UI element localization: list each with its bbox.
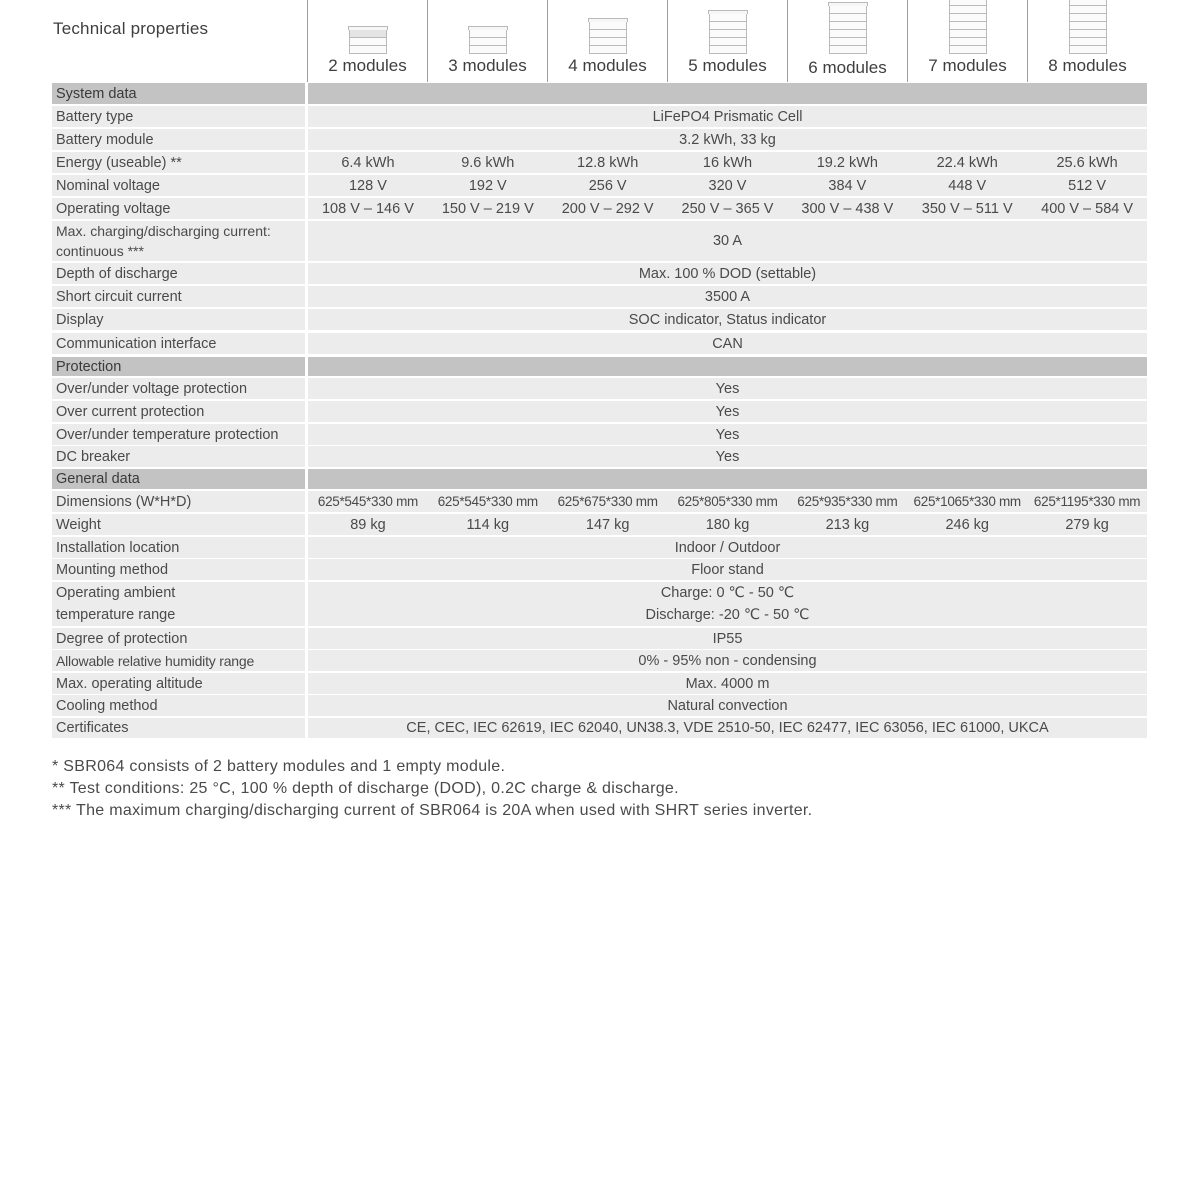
row-value: 150 V – 219 V	[441, 200, 534, 217]
row-value: 3.2 kWh, 33 kg	[679, 131, 776, 148]
row-value: 320 V	[708, 177, 747, 194]
row-communication	[52, 333, 1147, 354]
row-label: Battery module	[52, 129, 305, 150]
model-column	[667, 0, 787, 82]
row-cooling	[52, 695, 1147, 716]
row-label: Over/under voltage protection	[52, 378, 305, 399]
battery-module	[949, 30, 987, 38]
section-general-data	[52, 469, 1147, 489]
row-value: 128 V	[348, 177, 387, 194]
page-title: Technical properties	[53, 19, 209, 38]
row-value: 448 V	[948, 177, 987, 194]
row-value: 16 kWh	[702, 154, 753, 171]
row-value: 256 V	[588, 177, 627, 194]
row-value: 114 kg	[466, 516, 510, 533]
row-value: LiFePO4 Prismatic Cell	[652, 108, 803, 125]
row-label: Depth of discharge	[52, 263, 305, 284]
row-value: 246 kg	[945, 516, 989, 533]
row-label: Degree of protection	[52, 628, 305, 649]
battery-stack-icon	[588, 18, 628, 54]
battery-module	[829, 46, 867, 54]
row-display	[52, 309, 1147, 330]
model-column	[427, 0, 547, 82]
row-value: 180 kg	[705, 516, 750, 533]
row-value: 3500 A	[704, 288, 751, 305]
row-value: 89 kg	[350, 516, 386, 533]
row-label: Battery type	[52, 106, 305, 127]
battery-module	[1069, 38, 1107, 46]
model-label: 7 modules	[928, 56, 1007, 75]
row-value: 625*1065*330 mm	[913, 494, 1021, 509]
model-label: 4 modules	[568, 56, 647, 75]
row-voltage-protection	[52, 378, 1147, 399]
model-label: 2 modules	[328, 56, 407, 75]
row-value: IP55	[712, 630, 743, 647]
row-value: 25.6 kWh	[1056, 154, 1118, 171]
section-protection	[52, 357, 1147, 376]
row-label: Over/under temperature protection	[52, 424, 305, 445]
row-value: 625*805*330 mm	[677, 494, 778, 509]
battery-module	[829, 22, 867, 30]
section-title: General data	[52, 469, 305, 489]
row-installation	[52, 537, 1147, 558]
row-value: Yes	[715, 403, 740, 420]
row-label: Short circuit current	[52, 286, 305, 307]
battery-module	[1069, 14, 1107, 22]
battery-module	[829, 30, 867, 38]
section-title: System data	[52, 83, 305, 104]
row-value: 625*1195*330 mm	[1033, 494, 1141, 509]
model-columns	[307, 0, 1147, 82]
row-value: CAN	[712, 335, 743, 352]
row-operating-voltage	[52, 198, 1147, 219]
row-certificates	[52, 718, 1147, 738]
row-label: Operating voltage	[52, 198, 305, 219]
battery-module	[829, 14, 867, 22]
row-value: 625*675*330 mm	[557, 494, 658, 509]
row-value: 19.2 kWh	[816, 154, 878, 171]
row-label: Max. operating altitude	[52, 673, 305, 694]
row-value: 147 kg	[585, 516, 630, 533]
battery-stack-icon	[828, 2, 868, 54]
battery-module	[709, 30, 747, 38]
row-value: 30 A	[712, 233, 743, 249]
row-label: Weight	[52, 514, 305, 535]
row-label: Installation location	[52, 537, 305, 558]
battery-module	[709, 22, 747, 30]
row-value: 625*935*330 mm	[797, 494, 898, 509]
battery-stack-icon	[1068, 0, 1108, 54]
row-value: 213 kg	[825, 516, 870, 533]
row-label: Communication interface	[52, 333, 305, 354]
battery-module	[949, 38, 987, 46]
battery-module	[589, 30, 627, 38]
row-label: Energy (useable) **	[52, 152, 305, 173]
battery-module	[1069, 6, 1107, 14]
row-label: Nominal voltage	[52, 175, 305, 196]
battery-module	[1069, 22, 1107, 30]
battery-module	[829, 6, 867, 14]
row-value: 250 V – 365 V	[681, 200, 774, 217]
row-value: Yes	[715, 448, 740, 465]
model-column	[547, 0, 667, 82]
row-dimensions	[52, 491, 1147, 512]
row-label: Cooling method	[52, 695, 305, 716]
battery-module	[829, 38, 867, 46]
row-value: 300 V – 438 V	[801, 200, 894, 217]
battery-module	[949, 22, 987, 30]
battery-module	[349, 46, 387, 54]
row-humidity	[52, 650, 1147, 671]
row-degree-of-protection	[52, 628, 1147, 649]
row-label: Operating ambient	[56, 584, 176, 601]
model-label: 8 modules	[1048, 56, 1127, 75]
row-value: 22.4 kWh	[936, 154, 998, 171]
battery-module	[709, 38, 747, 46]
battery-module	[589, 38, 627, 46]
row-value: 12.8 kWh	[577, 154, 639, 171]
row-label: Mounting method	[52, 559, 305, 580]
model-column	[307, 0, 427, 82]
row-value: Natural convection	[667, 697, 788, 714]
row-altitude	[52, 673, 1147, 694]
row-depth-of-discharge	[52, 263, 1147, 284]
model-column	[787, 0, 907, 82]
row-value: 384 V	[828, 177, 867, 194]
row-value: 625*545*330 mm	[437, 494, 538, 509]
row-value: 108 V – 146 V	[321, 200, 414, 217]
section-title: Protection	[52, 357, 305, 376]
model-label: 5 modules	[688, 56, 767, 75]
row-battery-type	[52, 106, 1147, 127]
row-max-current	[52, 221, 1147, 261]
battery-module	[469, 30, 507, 38]
battery-module	[589, 46, 627, 54]
row-value: Yes	[715, 380, 740, 397]
row-value: Max. 4000 m	[685, 675, 770, 692]
footnote: *** The maximum charging/discharging current of SBR064 is 20A when used with SHRT series inverter.	[52, 802, 813, 819]
battery-stack-icon	[468, 26, 508, 54]
row-value: 625*545*330 mm	[317, 494, 418, 509]
battery-module	[949, 46, 987, 54]
battery-module	[949, 6, 987, 14]
row-value: 400 V – 584 V	[1041, 200, 1134, 217]
row-energy	[52, 152, 1147, 173]
row-value: SOC indicator, Status indicator	[628, 311, 827, 328]
row-battery-module	[52, 129, 1147, 150]
spec-sheet	[52, 0, 1147, 819]
row-weight	[52, 514, 1147, 535]
row-dc-breaker	[52, 446, 1147, 467]
row-short-circuit	[52, 286, 1147, 307]
row-value: 350 V – 511 V	[921, 200, 1013, 217]
model-label: 6 modules	[808, 58, 887, 77]
battery-module	[589, 22, 627, 30]
row-value: Floor stand	[691, 561, 764, 578]
section-system-data	[52, 83, 1147, 104]
model-label: 3 modules	[448, 56, 527, 75]
battery-module	[349, 38, 387, 46]
battery-module	[709, 14, 747, 22]
battery-stack-icon	[948, 0, 988, 54]
footnote: ** Test conditions: 25 °C, 100 % depth of discharge (DOD), 0.2C charge & discharge.	[52, 780, 679, 797]
row-label: temperature range	[56, 607, 176, 623]
battery-stack-icon	[708, 10, 748, 54]
row-nominal-voltage	[52, 175, 1147, 196]
row-value: Indoor / Outdoor	[674, 539, 781, 556]
row-label: Allowable relative humidity range	[52, 650, 305, 671]
footnotes	[52, 756, 812, 822]
row-value: 6.4 kWh	[341, 154, 395, 171]
row-value: 0% - 95% non - condensing	[638, 652, 817, 669]
battery-module	[469, 38, 507, 46]
row-value: 200 V – 292 V	[561, 200, 654, 217]
model-column	[1027, 0, 1147, 82]
model-column	[907, 0, 1027, 82]
row-temperature-protection	[52, 424, 1147, 445]
row-label: Over current protection	[52, 401, 305, 422]
table-header	[52, 0, 1147, 82]
row-value: 512 V	[1068, 177, 1107, 194]
row-ambient-temperature	[52, 582, 1147, 626]
row-label: Max. charging/discharging current: continuous ***	[52, 221, 305, 261]
row-value: Discharge: -20 ℃ - 50 ℃	[645, 607, 810, 623]
battery-module	[1069, 30, 1107, 38]
row-mounting	[52, 559, 1147, 580]
row-value: 192 V	[468, 177, 507, 194]
battery-stack-icon	[348, 26, 388, 54]
row-label: Certificates	[52, 718, 305, 738]
row-label: Dimensions (W*H*D)	[52, 491, 305, 512]
row-label: DC breaker	[52, 446, 305, 467]
footnote: * SBR064 consists of 2 battery modules and 1 empty module.	[52, 758, 506, 775]
row-current-protection	[52, 401, 1147, 422]
row-value: 9.6 kWh	[461, 154, 515, 171]
row-value: Charge: 0 ℃ - 50 ℃	[660, 584, 795, 601]
row-value: 279 kg	[1065, 516, 1109, 533]
battery-module	[469, 46, 507, 54]
row-value: CE, CEC, IEC 62619, IEC 62040, UN38.3, VDE 2510-50, IEC 62477, IEC 63056, IEC 61000, UKCA	[406, 720, 1049, 736]
row-label: Display	[52, 309, 305, 330]
battery-module	[709, 46, 747, 54]
row-value: Yes	[715, 426, 740, 443]
row-value: Max. 100 % DOD (settable)	[638, 265, 817, 282]
battery-module	[949, 14, 987, 22]
battery-module	[1069, 46, 1107, 54]
empty-module	[349, 30, 387, 38]
